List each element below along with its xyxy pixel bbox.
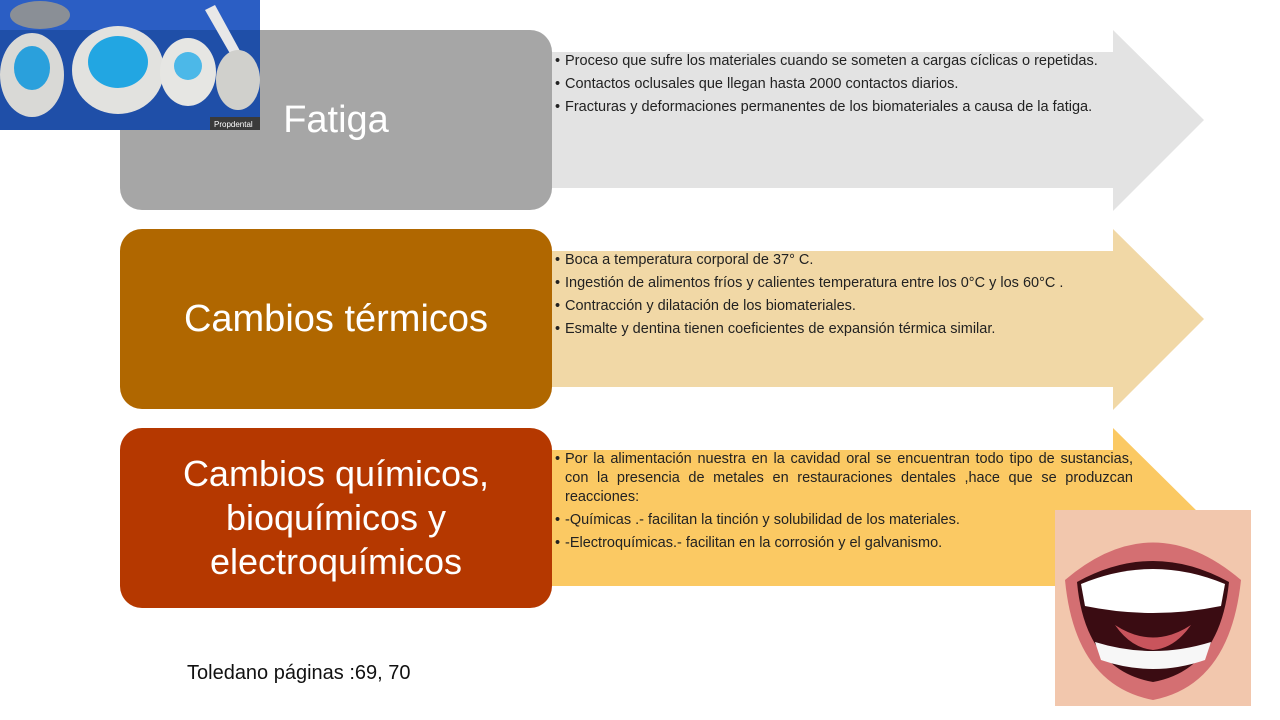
source-reference: Toledano páginas :69, 70 (187, 662, 411, 684)
box-cambios-termicos (120, 229, 552, 409)
bullet: • Por la alimentación nuestra en la cavidad oral se encuentran todo tipo de sustancias, con la presencia de metales en restauraciones dentales ,hace que se produzcan reacciones: (555, 450, 1133, 507)
bullet: • Contracción y dilatación de los biomateriales. (555, 297, 1133, 316)
bullet: • Contactos oclusales que llegan hasta 2000 contactos diarios. (555, 75, 1133, 94)
box-cambios-quimicos (120, 428, 552, 608)
quimicos-bullets (555, 450, 1133, 557)
box-title: Cambios térmicos (183, 297, 489, 340)
fatiga-bullets (555, 52, 1133, 121)
box-title: Cambios químicos, bioquímicos y electroquímicos (182, 453, 490, 582)
bullet: • -Electroquímicas.- facilitan en la corrosión y el galvanismo. (555, 534, 1133, 553)
box-title: Fatiga (283, 98, 389, 141)
bullet: • Ingestión de alimentos fríos y calientes temperatura entre los 0°C y los 60°C . (555, 274, 1133, 293)
bullet: • Fracturas y deformaciones permanentes de los biomateriales a causa de la fatiga. (555, 98, 1133, 117)
dental-restoration-photo (0, 0, 260, 130)
bullet: • -Químicas .- facilitan la tinción y solubilidad de los materiales. (555, 511, 1133, 530)
bullet: • Proceso que sufre los materiales cuando se someten a cargas cíclicas o repetidas. (555, 52, 1133, 71)
bullet: • Boca a temperatura corporal de 37° C. (555, 251, 1133, 270)
smile-photo (1055, 510, 1251, 706)
termicos-bullets (555, 251, 1133, 343)
photo-watermark: Propdental (214, 120, 253, 129)
bullet: • Esmalte y dentina tienen coeficientes de expansión térmica similar. (555, 320, 1133, 339)
